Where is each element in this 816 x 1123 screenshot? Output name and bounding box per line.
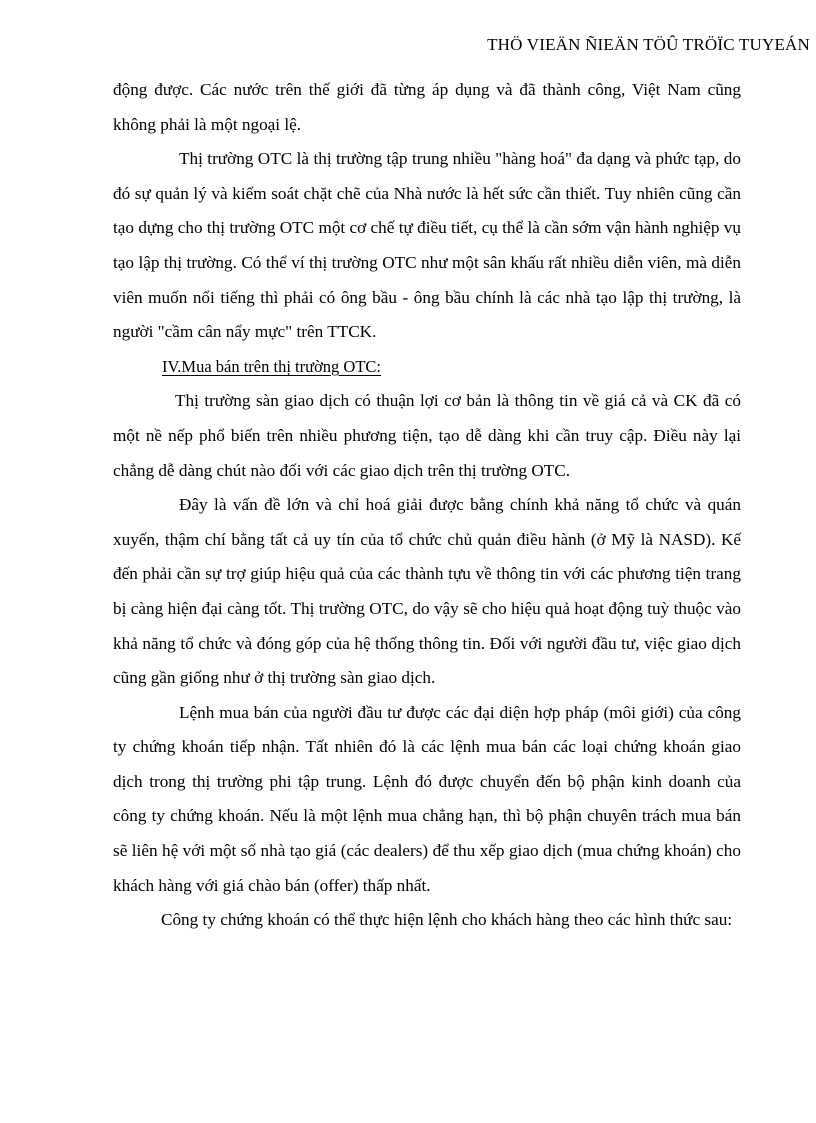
document-body [113, 73, 741, 938]
paragraph-otc-market: Thị trường OTC là thị trường tập trung nhiều "hàng hoá" đa dạng và phức tạp, do đó sự quản lý và kiểm soát chặt chẽ của Nhà nước là hết sức cần thiết. Tuy nhiên cũng cần tạo dựng cho thị trường OTC một cơ chế tự điều tiết, cụ thể là cần sớm vận hành nghiệp vụ tạo lập thị trường. Có thể ví thị trường OTC như một sân khấu rất nhiều diễn viên, mà diễn viên muốn nổi tiếng thì phải có ông bầu - ông bầu chính là các nhà tạo lập thị trường, là người "cầm cân nẩy mực" trên TTCK. [113, 149, 741, 342]
page-header: THÖ VIEÄN ÑIEÄN TÖÛ TRÖÏC TUYEÁN [487, 35, 810, 54]
paragraph-organization: Đây là vấn đề lớn và chỉ hoá giải được bằng chính khả năng tổ chức và quán xuyến, thậm chí bằng tất cả uy tín của tổ chức chủ quản điều hành (ở Mỹ là NASD). Kế đến phải cần sự trợ giúp hiệu quả của các thành tựu về thông tin với các phương tiện trang bị càng hiện đại càng tốt. Thị trường OTC, do vậy sẽ cho hiệu quả hoạt động tuỳ thuộc vào khả năng tổ chức và đóng góp của hệ thống thông tin. Đối với người đầu tư, việc giao dịch cũng gần giống như ở thị trường sàn giao dịch. [113, 495, 741, 688]
paragraph-exchange-advantage: Thị trường sàn giao dịch có thuận lợi cơ bản là thông tin về giá cả và CK đã có một nề nếp phổ biến trên nhiều phương tiện, tạo dễ dàng khi cần truy cập. Điều này lại chẳng dễ dàng chút nào đối với các giao dịch trên thị trường OTC. [113, 391, 741, 480]
paragraph-continuation: động được. Các nước trên thế giới đã từng áp dụng và đã thành công, Việt Nam cũng không phải là một ngoại lệ. [113, 80, 741, 134]
paragraph-orders: Lệnh mua bán của người đầu tư được các đại diện hợp pháp (môi giới) của công ty chứng khoán tiếp nhận. Tất nhiên đó là các lệnh mua bán các loại chứng khoán giao dịch trong thị trường phi tập trung. Lệnh đó được chuyển đến bộ phận kinh doanh của công ty chứng khoán. Nếu là một lệnh mua chẳng hạn, thì bộ phận chuyên trách mua bán sẽ liên hệ với một số nhà tạo giá (các dealers) để thu xếp giao dịch (mua chứng khoán) cho khách hàng với giá chào bán (offer) thấp nhất. [113, 702, 741, 895]
section-heading [113, 350, 741, 385]
section-heading-text: IV.Mua bán trên thị trường OTC: [162, 356, 382, 376]
paragraph-execution-forms: Công ty chứng khoán có thể thực hiện lệnh cho khách hàng theo các hình thức sau: [161, 910, 733, 930]
